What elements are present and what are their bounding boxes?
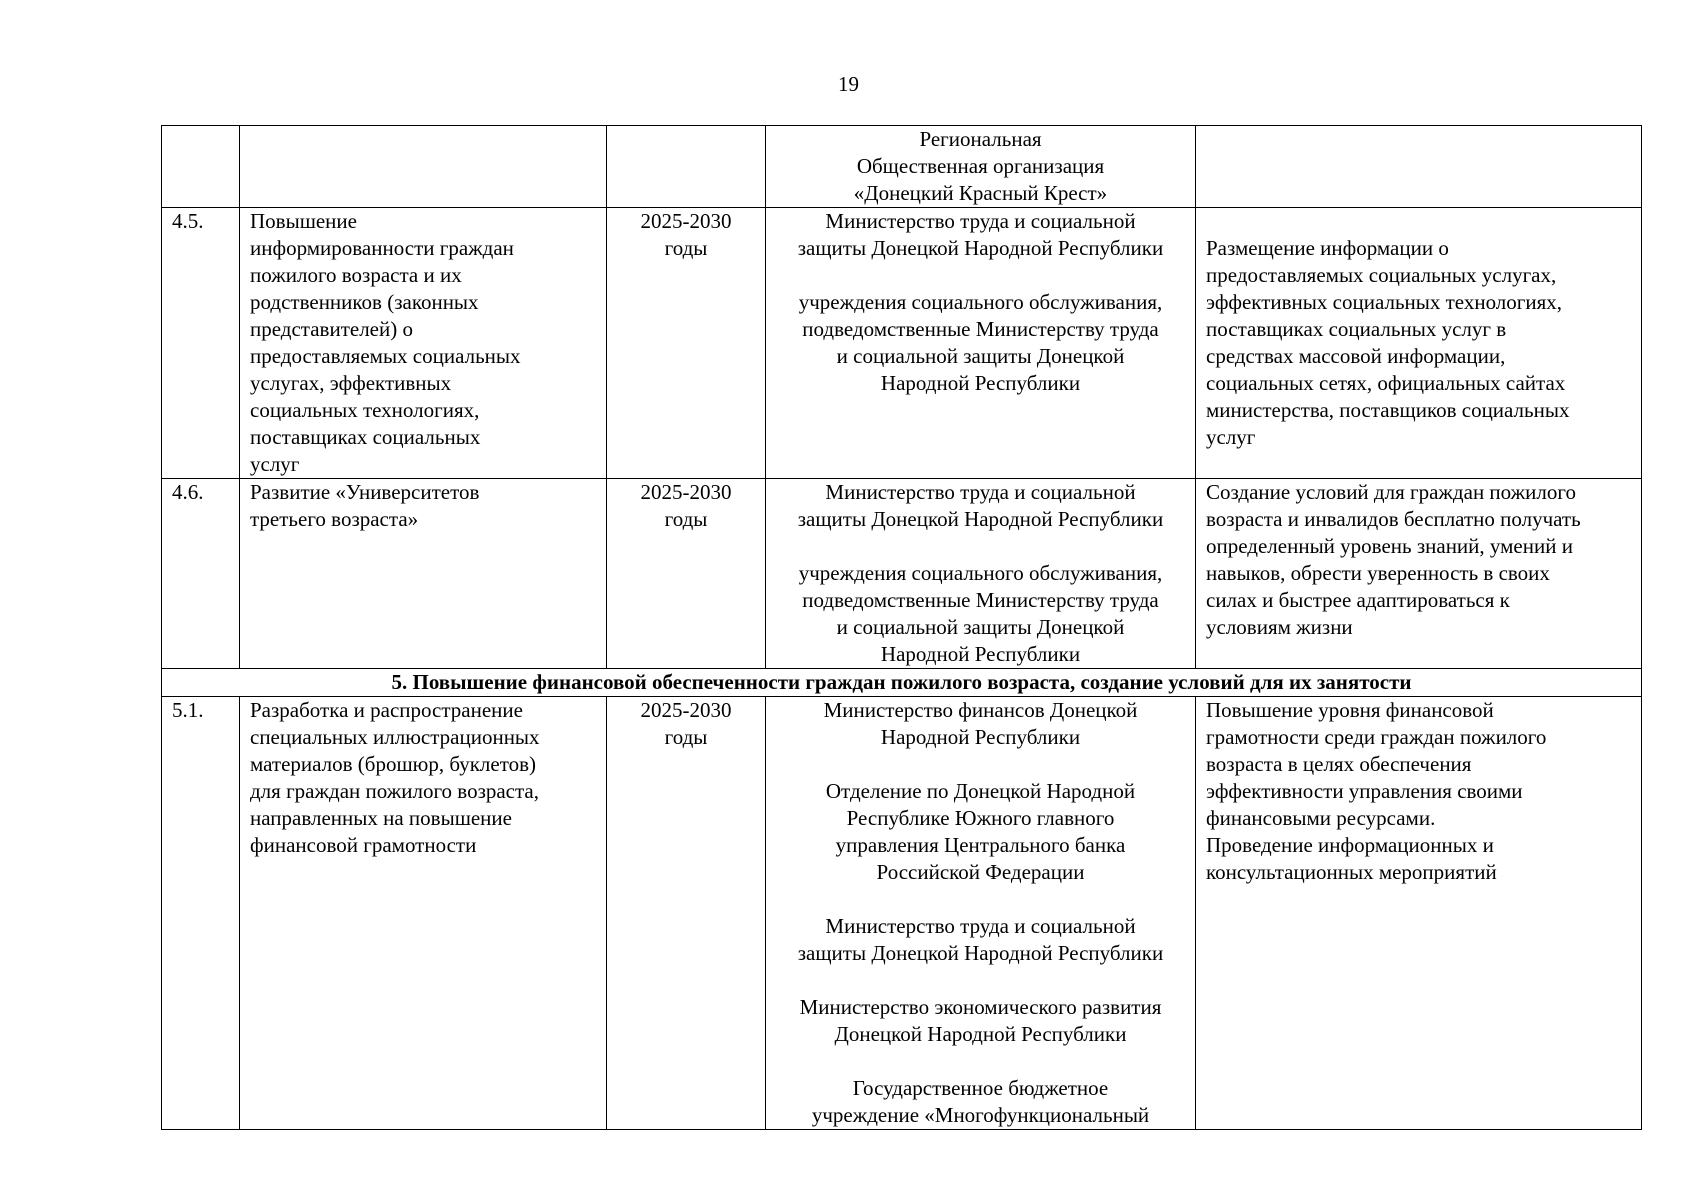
row-number-cell: [162, 126, 240, 208]
row-number-cell: 4.5.: [162, 208, 240, 479]
page-number: 19: [838, 72, 859, 96]
table-row: [162, 697, 1642, 1130]
result-cell: Создание условий для граждан пожилого возраста и инвалидов бесплатно получать определенный уровень знаний, умений и навыков, обрести уверенность в своих силах и быстрее адаптироваться к условиям жизни: [1196, 479, 1642, 669]
section-title: 5. Повышение финансовой обеспеченности граждан пожилого возраста, создание условий для их занятости: [162, 669, 1642, 697]
period-cell: 2025-2030 годы: [607, 479, 766, 669]
activity-cell: Разработка и распространение специальных иллюстрационных материалов (брошюр, буклетов) для граждан пожилого возраста, направленных на повышение финансовой грамотности: [240, 697, 607, 1130]
action-plan-table: [161, 125, 1642, 1130]
result-cell: Повышение уровня финансовой грамотности среди граждан пожилого возраста в целях обеспечения эффективности управления своими финансовыми ресурсами. Проведение информационных и консультационных мероприятий: [1196, 697, 1642, 1130]
table-row: [162, 479, 1642, 669]
activity-cell: Повышение информированности граждан пожилого возраста и их родственников (законных представителей) о предоставляемых социальных услугах, эффективных социальных технологиях, поставщиках социальных услуг: [240, 208, 607, 479]
period-cell: [607, 126, 766, 208]
period-cell: 2025-2030 годы: [607, 697, 766, 1130]
table-row: [162, 126, 1642, 208]
result-cell: Размещение информации о предоставляемых социальных услугах, эффективных социальных технологиях, поставщиках социальных услуг в средствах массовой информации, социальных сетях, официальных сайтах министерства, поставщиков социальных услуг: [1196, 208, 1642, 479]
executors-cell: Министерство труда и социальной защиты Донецкой Народной Республики учреждения социального обслуживания, подведомственные Министерству труда и социальной защиты Донецкой Народной Республики: [766, 208, 1196, 479]
executors-cell: Министерство труда и социальной защиты Донецкой Народной Республики учреждения социального обслуживания, подведомственные Министерству труда и социальной защиты Донецкой Народной Республики: [766, 479, 1196, 669]
result-cell: [1196, 126, 1642, 208]
row-number-cell: 5.1.: [162, 697, 240, 1130]
row-number-cell: 4.6.: [162, 479, 240, 669]
section-row: [162, 669, 1642, 697]
activity-cell: Развитие «Университетов третьего возраста»: [240, 479, 607, 669]
table-row: [162, 208, 1642, 479]
period-cell: 2025-2030 годы: [607, 208, 766, 479]
activity-cell: [240, 126, 607, 208]
executors-cell: Региональная Общественная организация «Донецкий Красный Крест»: [766, 126, 1196, 208]
executors-cell: Министерство финансов Донецкой Народной Республики Отделение по Донецкой Народной Республике Южного главного управления Центрального банка Российской Федерации Министерство труда и социальной защиты Донецкой Народной Республики Министерство экономического развития Донецкой Народной Республики Государственное бюджетное учреждение «Многофункциональный: [766, 697, 1196, 1130]
